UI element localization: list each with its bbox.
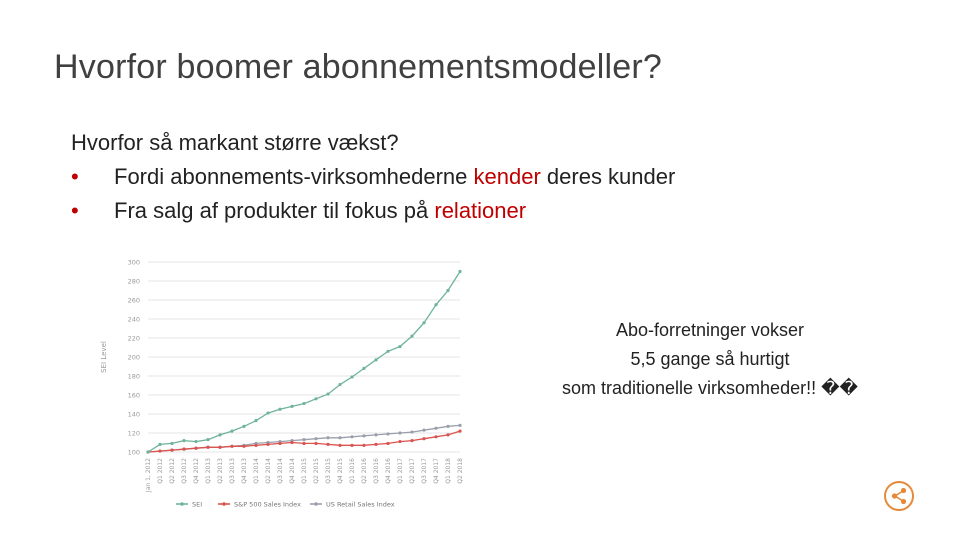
- data-point: [362, 434, 365, 437]
- data-point: [314, 442, 317, 445]
- bullet-item-1: [71, 160, 675, 194]
- x-tick-label: Q4 2017: [433, 458, 440, 484]
- data-point: [254, 444, 257, 447]
- data-point: [302, 402, 305, 405]
- x-tick-label: Q4 2014: [289, 458, 296, 484]
- bullet-item-2: [71, 194, 675, 228]
- data-point: [266, 443, 269, 446]
- data-point: [278, 408, 281, 411]
- data-point: [362, 367, 365, 370]
- legend-marker: [314, 502, 318, 506]
- callout-text: [520, 316, 900, 403]
- data-point: [326, 392, 329, 395]
- x-tick-label: Q1 2016: [349, 458, 356, 484]
- data-point: [410, 439, 413, 442]
- x-tick-label: Q3 2017: [421, 458, 428, 484]
- bullet-marker: •: [71, 164, 79, 189]
- data-point: [398, 431, 401, 434]
- data-point: [458, 424, 461, 427]
- x-tick-label: Q1 2013: [205, 458, 212, 484]
- data-point: [422, 321, 425, 324]
- x-tick-label: Q2 2017: [409, 458, 416, 484]
- data-point: [278, 442, 281, 445]
- data-point: [446, 433, 449, 436]
- bullet-text-end: deres kunder: [540, 164, 676, 189]
- series-line-0: [148, 272, 460, 453]
- data-point: [326, 443, 329, 446]
- data-point: [266, 411, 269, 414]
- x-tick-label: Q1 2018: [445, 458, 452, 484]
- data-point: [290, 405, 293, 408]
- data-point: [314, 397, 317, 400]
- x-tick-label: Q3 2012: [181, 458, 188, 484]
- data-point: [458, 270, 461, 273]
- x-tick-label: Jan 1, 2012: [145, 458, 152, 493]
- x-tick-label: Q1 2015: [301, 458, 308, 484]
- data-point: [254, 419, 257, 422]
- y-tick-label: 100: [127, 448, 140, 457]
- data-point: [350, 435, 353, 438]
- data-point: [218, 446, 221, 449]
- legend-marker: [180, 502, 184, 506]
- data-point: [386, 350, 389, 353]
- x-tick-label: Q4 2012: [193, 458, 200, 484]
- bullet-text: [114, 160, 675, 194]
- data-point: [218, 433, 221, 436]
- data-point: [398, 345, 401, 348]
- bullet-text-start: Fra salg af produkter til fokus på: [114, 198, 435, 223]
- chart-svg: [98, 250, 470, 518]
- data-point: [302, 438, 305, 441]
- data-point: [290, 441, 293, 444]
- data-point: [362, 444, 365, 447]
- data-point: [350, 444, 353, 447]
- x-tick-label: Q2 2012: [169, 458, 176, 484]
- x-tick-label: Q3 2015: [325, 458, 332, 484]
- data-point: [434, 435, 437, 438]
- x-tick-label: Q1 2017: [397, 458, 404, 484]
- highlight-word: relationer: [434, 198, 527, 223]
- growth-chart: [98, 250, 470, 518]
- y-tick-label: 200: [127, 353, 140, 362]
- x-tick-label: Q3 2013: [229, 458, 236, 484]
- x-tick-label: Q3 2016: [373, 458, 380, 484]
- callout-line-2: 5,5 gange så hurtigt: [630, 349, 790, 369]
- data-point: [158, 449, 161, 452]
- bullet-text-start: Fordi abonnements-virksomhederne: [114, 164, 474, 189]
- data-point: [374, 433, 377, 436]
- x-tick-label: Q4 2015: [337, 458, 344, 484]
- y-tick-label: 160: [127, 391, 140, 400]
- x-tick-label: Q2 2016: [361, 458, 368, 484]
- x-tick-label: Q3 2014: [277, 458, 284, 484]
- data-point: [386, 432, 389, 435]
- data-point: [230, 445, 233, 448]
- x-tick-label: Q4 2016: [385, 458, 392, 484]
- x-tick-label: Q4 2013: [241, 458, 248, 484]
- highlight-word: kender: [473, 164, 541, 189]
- data-point: [458, 430, 461, 433]
- legend-label: US Retail Sales Index: [326, 500, 395, 509]
- callout-line-3: som traditionelle virksomheder!! ��: [561, 378, 858, 398]
- y-tick-label: 300: [127, 258, 140, 267]
- y-axis-label: SEI Level: [100, 341, 108, 373]
- data-point: [206, 446, 209, 449]
- data-point: [434, 303, 437, 306]
- data-point: [230, 430, 233, 433]
- legend-label: SEI: [192, 500, 203, 509]
- legend-label: S&P 500 Sales Index: [234, 500, 301, 509]
- data-point: [146, 450, 149, 453]
- question-line: Hvorfor så markant større vækst?: [71, 130, 399, 155]
- x-tick-label: Q1 2012: [157, 458, 164, 484]
- share-button[interactable]: [884, 481, 914, 511]
- y-tick-label: 120: [127, 429, 140, 438]
- data-point: [398, 440, 401, 443]
- data-point: [434, 427, 437, 430]
- data-point: [410, 335, 413, 338]
- data-point: [242, 425, 245, 428]
- data-point: [206, 438, 209, 441]
- data-point: [446, 289, 449, 292]
- data-point: [302, 442, 305, 445]
- slide-title: Hvorfor boomer abonnementsmodeller?: [54, 48, 662, 86]
- data-point: [314, 437, 317, 440]
- data-point: [374, 358, 377, 361]
- data-point: [158, 443, 161, 446]
- legend-marker: [222, 502, 226, 506]
- data-point: [422, 429, 425, 432]
- data-point: [326, 436, 329, 439]
- data-point: [182, 448, 185, 451]
- y-tick-label: 240: [127, 315, 140, 324]
- data-point: [410, 430, 413, 433]
- x-tick-label: Q1 2014: [253, 458, 260, 484]
- data-point: [338, 444, 341, 447]
- callout-line-1: Abo-forretninger vokser: [615, 320, 805, 340]
- data-point: [422, 437, 425, 440]
- y-tick-label: 280: [127, 277, 140, 286]
- bullet-text: [114, 194, 526, 228]
- data-point: [338, 436, 341, 439]
- y-tick-label: 140: [127, 410, 140, 419]
- body-text: [71, 126, 675, 228]
- data-point: [374, 443, 377, 446]
- x-tick-label: Q2 2018: [457, 458, 464, 484]
- share-icon: [886, 483, 912, 509]
- bullet-marker: •: [71, 198, 79, 223]
- data-point: [170, 442, 173, 445]
- data-point: [338, 383, 341, 386]
- data-point: [182, 439, 185, 442]
- x-tick-label: Q2 2015: [313, 458, 320, 484]
- data-point: [242, 445, 245, 448]
- data-point: [350, 375, 353, 378]
- data-point: [194, 440, 197, 443]
- data-point: [446, 425, 449, 428]
- x-tick-label: Q2 2013: [217, 458, 224, 484]
- data-point: [170, 449, 173, 452]
- y-tick-label: 180: [127, 372, 140, 381]
- y-tick-label: 260: [127, 296, 140, 305]
- y-tick-label: 220: [127, 334, 140, 343]
- data-point: [194, 447, 197, 450]
- x-tick-label: Q2 2014: [265, 458, 272, 484]
- data-point: [386, 442, 389, 445]
